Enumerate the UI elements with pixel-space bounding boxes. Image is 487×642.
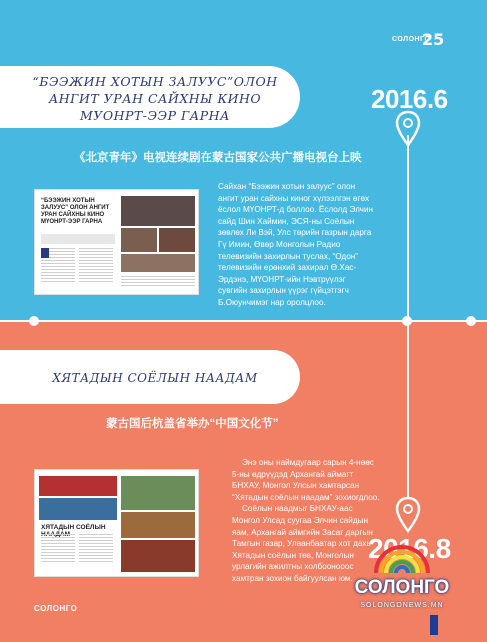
location-pin-icon: [395, 496, 421, 534]
section2-magazine-thumbnail: [34, 469, 199, 577]
section1-thumb-title: “БЭЭЖИН ХОТЫН ЗАЛУУС” ОЛОН АНГИТ УРАН САЙХНЫ КИНО МҮОНРТ-ЭЭР ГАРНА: [41, 198, 110, 225]
solongo-watermark-logo: [352, 535, 452, 635]
section2-banner-title: ХЯТАДЫН СОЁЛЫН НААДАМ: [52, 371, 258, 385]
timeline-line-top: [407, 135, 409, 321]
magazine-logo: [392, 30, 454, 50]
watermark-title: СОЛОНГО: [354, 577, 450, 598]
magazine-logo-text: СОЛОНГО: [392, 36, 431, 43]
timeline-dot-center: [402, 316, 412, 326]
timeline-dot-right: [466, 316, 476, 326]
timeline-line-bottom: [407, 321, 409, 499]
section1-banner-title: “БЭЭЖИН ХОТЫН ЗАЛУУС”ОЛОН АНГИТ УРАН САЙХНЫ КИНО МУОНРТ-ЭЭР ГАРНА: [32, 74, 278, 123]
section2-thumb-title: ХЯТАДЫН СОЁЛЫН: [41, 524, 106, 531]
section1-magazine-thumbnail: [34, 189, 199, 295]
section2-subtitle: 蒙古国后杭盖省举办“中国文化节”: [106, 418, 279, 430]
magazine-logo-number: 25: [422, 30, 445, 49]
section2-body-paragraph-1: Энэ оны наймдугаар сарын 4-нөөс 5-ны өдрүүдэд Архангай аймагт БНХАУ, Монгол Улсын хамтарсан “Хятадын соёлын наадам” зохиогдлоо.: [232, 458, 380, 502]
horizontal-divider: [0, 320, 487, 322]
rainbow-icon: [372, 535, 432, 575]
location-pin-icon: [395, 110, 421, 148]
watermark-bar: [430, 615, 438, 635]
footer-magazine-name: СОЛОНГО: [34, 604, 78, 613]
section1-subtitle: 《北京青年》电视连续剧在蒙古国家公共广播电视台上映: [74, 152, 362, 164]
section1-year: 2016.6: [371, 84, 448, 114]
section2-year: 2016.8: [368, 533, 451, 564]
section1-body-text: Сайхан “Бээжин хотын залуус” олон ангит уран сайхны киног хүлээлгэн өгөх ёслол МҮОНРТ-д боллоо. Ёслолд Элчин сайд Шин Хаймин, ЭСЯ-ны Соёлын зөвлөх Ли Вэй, Улс төрийн газрын дарга Гү Имин, Өвөр Монголын Радио телевизийн захирлын туслах, “Одон” телевизийн ерөнхий захирал Ө.Хас-Эрдэнэ, МҮОНРТ-ийн Нэвтрүүлэг сувгийн захирлын үүрэг гүйцэтгэгч Б.Оюунчимэг нар оролцлоо.: [218, 182, 374, 307]
section2-body-paragraph-2: Соёлын наадмыг БНХАУ-аас Монгол Улсад суугаа Элчин сайдын яам, Архангай аймгийн Засаг даргын Тамгын газар, Улаанбаатар хот дахь Хятадын соёлын төв, Монголын урлагийн ажилтны холбоонооос хамтран зохион байгуулсан юм.: [232, 504, 373, 583]
timeline-dot-left: [29, 316, 39, 326]
watermark-subtitle: SOLONGONEWS.MN: [360, 602, 444, 609]
